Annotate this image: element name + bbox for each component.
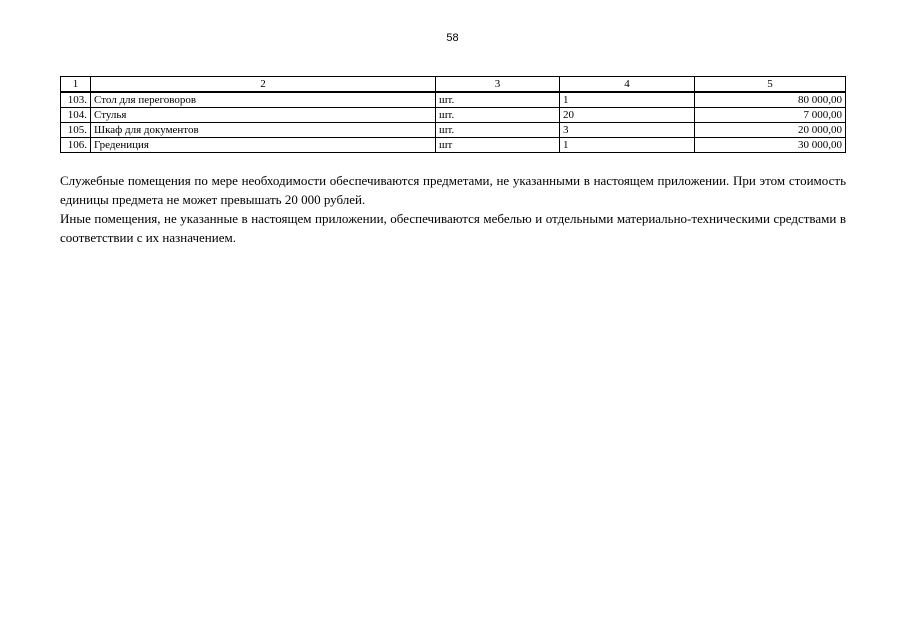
column-header-4: 4 [560, 77, 695, 93]
column-header-5: 5 [695, 77, 846, 93]
item-name: Гредениция [91, 138, 436, 153]
item-price: 80 000,00 [695, 92, 846, 108]
table-header-row [61, 77, 846, 93]
item-price: 30 000,00 [695, 138, 846, 153]
row-number: 104. [61, 108, 91, 123]
items-table [60, 76, 846, 153]
item-name: Шкаф для документов [91, 123, 436, 138]
item-quantity: 1 [560, 92, 695, 108]
column-header-3: 3 [436, 77, 560, 93]
table-row [61, 138, 846, 153]
item-price: 20 000,00 [695, 123, 846, 138]
row-number: 103. [61, 92, 91, 108]
item-name: Стулья [91, 108, 436, 123]
row-number: 106. [61, 138, 91, 153]
item-price: 7 000,00 [695, 108, 846, 123]
table-row [61, 108, 846, 123]
note-paragraph-1: Служебные помещения по мере необходимости обеспечиваются предметами, не указанными в настоящем приложении. При этом стоимость единицы предмета не может превышать 20 000 рублей. [60, 173, 846, 207]
table-row [61, 123, 846, 138]
table-row [61, 92, 846, 108]
item-unit: шт [436, 138, 560, 153]
item-unit: шт. [436, 123, 560, 138]
row-number: 105. [61, 123, 91, 138]
item-quantity: 1 [560, 138, 695, 153]
item-name: Стол для переговоров [91, 92, 436, 108]
item-quantity: 20 [560, 108, 695, 123]
note-paragraph-2: Иные помещения, не указанные в настоящем приложении, обеспечиваются мебелью и отдельными материально-техническими средствами в соответствии с их назначением. [60, 211, 846, 245]
item-quantity: 3 [560, 123, 695, 138]
notes-text [60, 171, 846, 247]
column-header-1: 1 [61, 77, 91, 93]
column-header-2: 2 [91, 77, 436, 93]
item-unit: шт. [436, 108, 560, 123]
item-unit: шт. [436, 92, 560, 108]
page-number: 58 [446, 32, 459, 44]
